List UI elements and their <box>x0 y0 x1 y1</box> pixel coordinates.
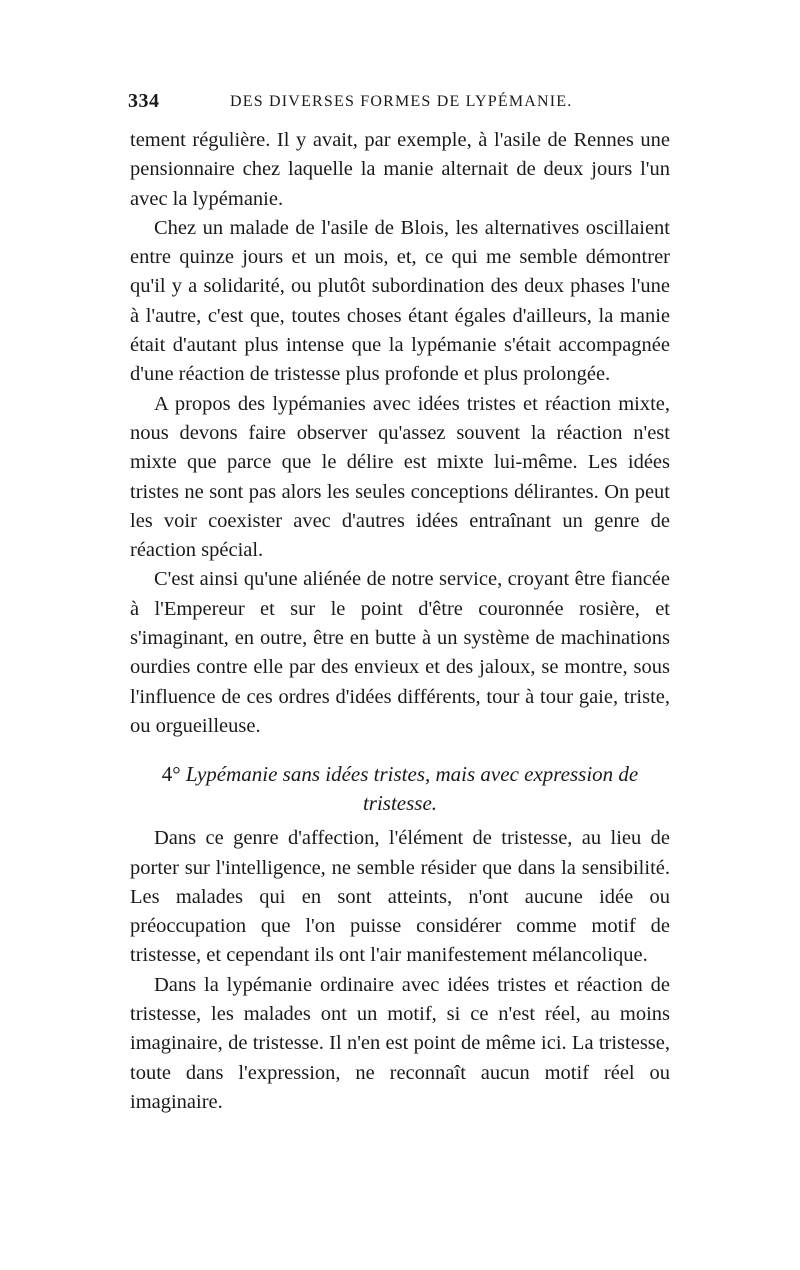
paragraph-example-patient: C'est ainsi qu'une aliénée de notre service, croyant être fiancée à l'Empereur et sur le point d'être couronnée rosière, et s'imaginant, en outre, être en butte à un système de machinations ourdies contre elle par des envieux et des jaloux, se montre, sous l'influence de ces ordres d'idées différents, tour à tour gaie, triste, ou orgueilleuse. <box>130 568 670 737</box>
paragraph-ordinary-lypemania: Dans la lypémanie ordinaire avec idées tristes et réaction de tristesse, les malades ont un motif, si ce n'est réel, au moins imaginaire, de tristesse. Il n'en est point de même ici. La tristesse, toute dans l'expression, ne reconnaît aucun motif réel ou imaginaire. <box>130 973 670 1113</box>
body-text <box>130 126 670 1117</box>
section-number: 4° <box>161 762 181 787</box>
paragraph-sensibility: Dans ce genre d'affection, l'élément de tristesse, au lieu de porter sur l'intelligence, ne semble résider que dans la sensibilité. Les malades qui en sont atteints, n'ont aucune idée ou préoccupation que l'on puisse considérer comme motif de tristesse, et cependant ils ont l'air manifestement mélancolique. <box>130 827 670 967</box>
running-title: DES DIVERSES FORMES DE LYPÉMANIE. <box>230 93 573 110</box>
paragraph-mixed-reaction: A propos des lypémanies avec idées tristes et réaction mixte, nous devons faire observer qu'assez souvent la réaction n'est mixte que parce que le délire est mixte lui-même. Les idées tristes ne sont pas alors les seules conceptions délirantes. On peut les voir coexister avec d'autres idées entraînant un genre de réaction spécial. <box>130 392 670 562</box>
paragraph-blois: Chez un malade de l'asile de Blois, les alternatives oscillaient entre quinze jours et un mois, et, ce qui me semble démontrer qu'il y a solidarité, ou plutôt subordination des deux phases l'une à l'autre, c'est que, toutes choses étant égales d'ailleurs, la manie était d'autant plus intense que la lypémanie s'était accompagnée d'une réaction de tristesse plus profonde et plus prolongée. <box>130 216 670 386</box>
running-head <box>128 90 576 124</box>
section-title: Lypémanie sans idées tristes, mais avec expression de tristesse. <box>185 762 639 816</box>
section-heading <box>130 760 670 818</box>
page-number: 334 <box>128 90 160 112</box>
paragraph-continued: tement régulière. Il y avait, par exemple, à l'asile de Rennes une pensionnaire chez laquelle la manie alternait de deux jours l'un avec la lypémanie. <box>130 129 670 210</box>
